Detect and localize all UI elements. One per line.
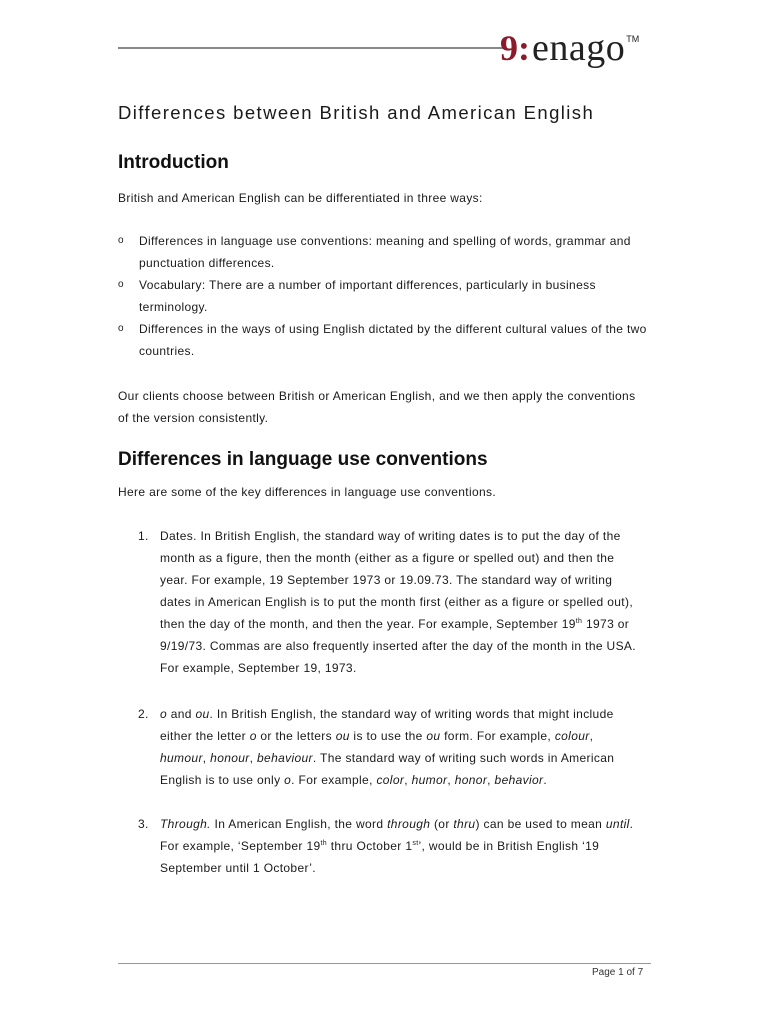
item-number: 2. xyxy=(138,707,149,721)
numbered-item-o-ou xyxy=(138,703,638,791)
list-item xyxy=(118,318,658,362)
item-number: 1. xyxy=(138,529,149,543)
bullet-text: Differences in language use conventions: meaning and spelling of words, grammar and punctuation differences. xyxy=(139,234,631,270)
bullet-marker-icon: o xyxy=(118,235,124,246)
clients-paragraph: Our clients choose between British or American English, and we then apply the conventions of the version consistently. xyxy=(118,389,636,425)
logo-wordmark: enago xyxy=(532,27,626,69)
section-intro-paragraph: Here are some of the key differences in language use conventions. xyxy=(118,485,497,499)
enago-logo xyxy=(500,28,639,72)
list-item xyxy=(118,230,658,274)
bullet-marker-icon: o xyxy=(118,279,124,290)
page-number: Page 1 of 7 xyxy=(592,967,644,978)
bullet-text: Vocabulary: There are a number of important differences, particularly in business terminology. xyxy=(139,278,596,314)
document-title: Differences between British and American English xyxy=(118,102,595,123)
item-text: Dates. In British English, the standard way of writing dates is to put the day of the month as a figure, then the month (either as a figure or spelled out) and then the year. For example, 19 September 1973 or 19.09.73. The standard way of writing dates in American English is to put the month first (either as a figure or spelled out), then the day of the month, and then the year. For example, September 19th 1973 or 9/19/73. Commas are also frequently inserted after the day of the month in the USA. For example, September 19, 1973. xyxy=(160,529,636,675)
intro-paragraph: British and American English can be differentiated in three ways: xyxy=(118,191,483,205)
section-heading: Differences in language use conventions xyxy=(118,449,488,470)
list-item xyxy=(118,274,658,318)
item-number: 3. xyxy=(138,817,149,831)
numbered-item-through xyxy=(138,813,638,879)
logo-mark-icon: 9: xyxy=(500,28,530,68)
introduction-heading: Introduction xyxy=(118,152,229,173)
footer-divider xyxy=(118,963,651,964)
logo-trademark: TM xyxy=(626,34,640,44)
item-text: Through. In American English, the word through (or thru) can be used to mean until. For example, ‘September 19th thru October 1st’, would be in British English ‘19 September until 1 October’. xyxy=(160,817,634,875)
differences-bullet-list xyxy=(118,230,658,362)
bullet-marker-icon: o xyxy=(118,323,124,334)
bullet-text: Differences in the ways of using English dictated by the different cultural values of the two countries. xyxy=(139,322,647,358)
numbered-item-dates xyxy=(138,525,638,679)
header-divider xyxy=(118,47,503,49)
item-text: o and ou. In British English, the standard way of writing words that might include either the letter o or the letters ou is to use the ou form. For example, colour, humour, honour, behaviour. The standard way of writing such words in American English is to use only o. For example, color, humor, honor, behavior. xyxy=(160,707,615,787)
